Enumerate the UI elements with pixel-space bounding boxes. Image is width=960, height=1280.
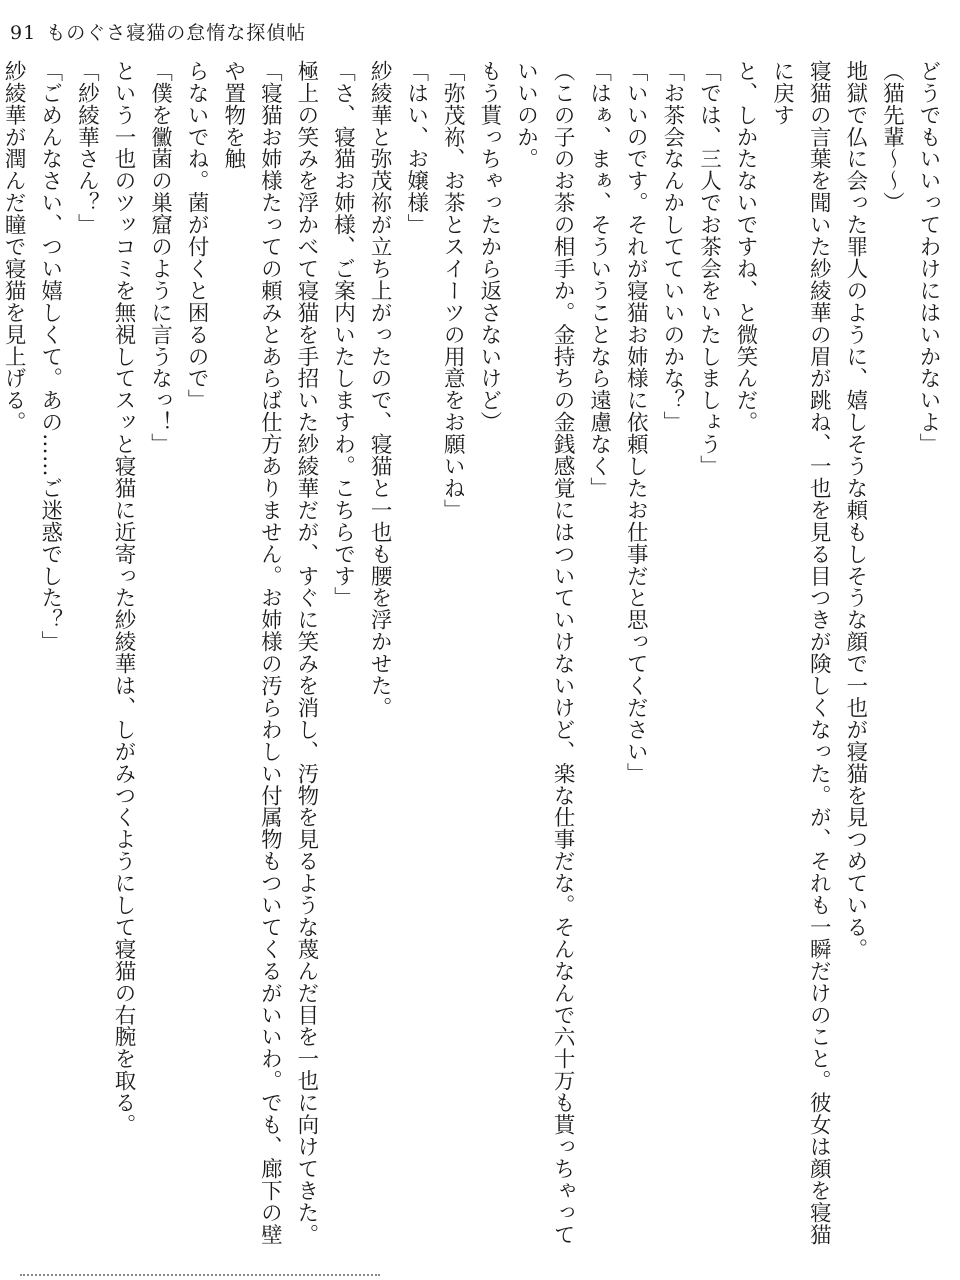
text-line: 「お茶会なんかしてていいのかな？」 xyxy=(659,60,685,434)
text-line: 「ごめんなさい、つい嬉しくて。あの……ご迷惑でした？」 xyxy=(37,60,63,653)
text-line: もう貰っちゃったから返さないけど） xyxy=(476,60,502,434)
text-line: 「僕を黴菌の巣窟のように言うなっ！」 xyxy=(147,60,173,456)
text-line: 「はい、お嬢様」 xyxy=(403,60,429,236)
text-line: 「さ、寝猫お姉様、ご案内いたしますわ。こちらです」 xyxy=(330,60,356,609)
page-header xyxy=(10,18,306,45)
text-line: 寝猫の言葉を聞いた紗綾華の眉が跳ね、一也を見る目つきが険しくなった。が、それも一瞬だけのこと。彼女は顔を寝猫に戻す xyxy=(769,60,832,1246)
text-line: 「では、三人でお茶会をいたしましょう」 xyxy=(696,60,722,478)
text-line: 「寝猫お姉様たっての頼みとあらば仕方ありません。お姉様の汚らわしい付属物もついてくるがいいわ。でも、廊下の壁や置物を触 xyxy=(220,60,283,1246)
page-number: 91 xyxy=(10,22,37,44)
text-line: （猫先輩〜〜） xyxy=(879,60,905,214)
text-line: 極上の笑みを浮かべて寝猫を手招いた紗綾華だが、すぐに笑みを消し、汚物を見るような蔑んだ目を一也に向けてきた。 xyxy=(293,60,319,1246)
text-line: と、しかたないですね、と微笑んだ。 xyxy=(733,60,759,434)
text-line: （この子のお茶の相手か。金持ちの金銭感覚にはついていけないけど、楽な仕事だな。そんなんで六十万も貰っちゃっていいのか。 xyxy=(513,60,576,1246)
text-line: 「紗綾華さん？」 xyxy=(74,60,100,236)
vertical-text-body xyxy=(1,60,946,1260)
text-line: 地獄で仏に会った罪人のように、嬉しそうな頼もしそうな顔で一也が寝猫を見つめている。 xyxy=(842,60,868,960)
book-title: ものぐさ寝猫の怠惰な探偵帖 xyxy=(46,22,307,44)
text-line: 「いいのです。それが寝猫お姉様に依頼したお仕事だと思ってください」 xyxy=(623,60,649,785)
text-line: らないでね。菌が付くと困るので」 xyxy=(184,60,210,412)
text-line: という一也のツッコミを無視してスッと寝猫に近寄った紗綾華は、しがみつくようにして寝猫の右腕を取る。 xyxy=(110,60,136,1136)
text-line: 紗綾華と弥茂祢が立ち上がったので、寝猫と一也も腰を浮かせた。 xyxy=(367,60,393,719)
text-line: 「はぁ、まぁ、そういうことなら遠慮なく」 xyxy=(586,60,612,499)
text-line: どうでもいいってわけにはいかないよ」 xyxy=(916,60,941,456)
text-line: 紗綾華が潤んだ瞳で寝猫を見上げる。 xyxy=(1,60,27,434)
text-line: 「弥茂祢、お茶とスイーツの用意をお願いね」 xyxy=(440,60,466,521)
page-bottom-rule xyxy=(20,1274,380,1276)
